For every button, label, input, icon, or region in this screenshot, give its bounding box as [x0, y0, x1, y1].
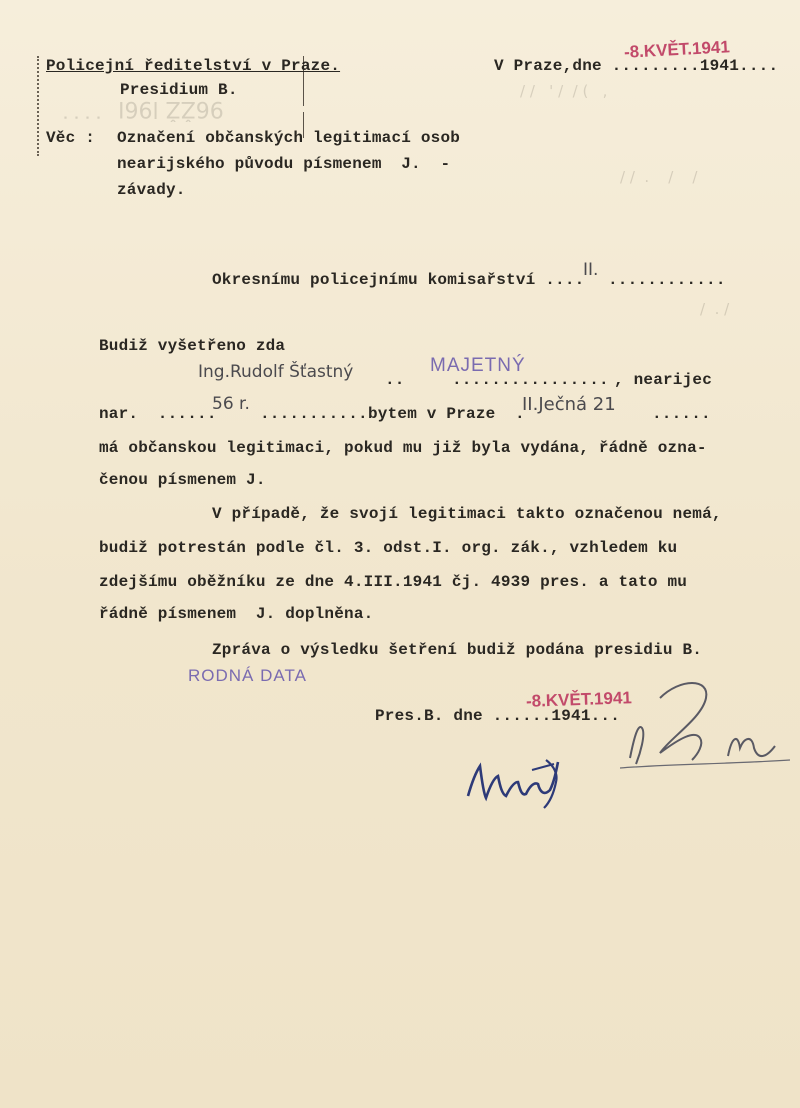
- date-stamp-bottom: -8.KVĚT.1941: [525, 688, 633, 711]
- subject-line-3: závady.: [117, 181, 186, 199]
- bleed-through-text: 96ŽŽ l96I ˙˙˙˙: [60, 96, 224, 121]
- bleed-through-text: / / . / /: [620, 168, 698, 186]
- name-dots-after: ................: [452, 371, 609, 389]
- authority-heading: Policejní ředitelství v Praze.: [46, 57, 341, 75]
- nonaryan-label: , nearijec: [614, 371, 713, 389]
- rodna-data-stamp: RODNÁ DATA: [188, 666, 307, 685]
- report-line: Zpráva o výsledku šetření budiž podána presidiu B.: [212, 641, 703, 659]
- body-intro: Budiž vyšetřeno zda: [99, 337, 286, 355]
- addressee-number-handwritten: II.: [583, 260, 599, 280]
- subject-line-1: Označení občanských legitimací osob: [117, 129, 461, 147]
- born-dots: ...........: [260, 405, 368, 423]
- address-dots: ......: [652, 405, 711, 423]
- signature-right: [620, 668, 800, 778]
- margin-dotted-line: [37, 56, 39, 156]
- born-prefix: nar. ......: [99, 405, 217, 423]
- body-line-4: čenou písmenem J.: [99, 471, 266, 489]
- name-dots-before: ..: [385, 371, 405, 389]
- para2-line-2: budiž potrestán podle čl. 3. odst.I. org. zák., vzhledem ku: [99, 539, 678, 557]
- signature-blue: [462, 752, 572, 812]
- para2-line-1: V případě, že svojí legitimaci takto označenou nemá,: [212, 505, 722, 523]
- para2-line-3: zdejšímu oběžníku ze dne 4.III.1941 čj. 4939 pres. a tato mu: [99, 573, 688, 591]
- status-stamp: MAJETNÝ: [430, 355, 526, 376]
- addressee-dots: ............: [608, 271, 726, 289]
- department-heading: Presidium B.: [120, 81, 238, 99]
- body-line-3: má občanskou legitimaci, pokud mu již byla vydána, řádně ozna-: [99, 439, 707, 457]
- bleed-through-text: / / ' / / ( ,: [520, 82, 608, 100]
- name-handwritten: Ing.Rudolf Šťastný: [198, 362, 354, 382]
- date-stamp-top: -8.KVĚT.1941: [623, 37, 731, 62]
- bleed-through-text: / . /: [700, 300, 730, 318]
- born-handwritten: 56 r.: [212, 394, 250, 414]
- address-handwritten: II.Ječná 21: [522, 394, 616, 415]
- place-date: V Praze,dne .........1941....: [494, 57, 779, 75]
- subject-line-2: nearijského původu písmenem J. -: [117, 155, 451, 173]
- para2-line-4: řádně písmenem J. doplněna.: [99, 605, 374, 623]
- residence-label: bytem v Praze .: [368, 405, 525, 423]
- subject-label: Věc :: [46, 129, 96, 147]
- pres-date-line: Pres.B. dne ......1941...: [375, 707, 621, 725]
- addressee-line: Okresnímu policejnímu komisařství ....: [212, 271, 585, 289]
